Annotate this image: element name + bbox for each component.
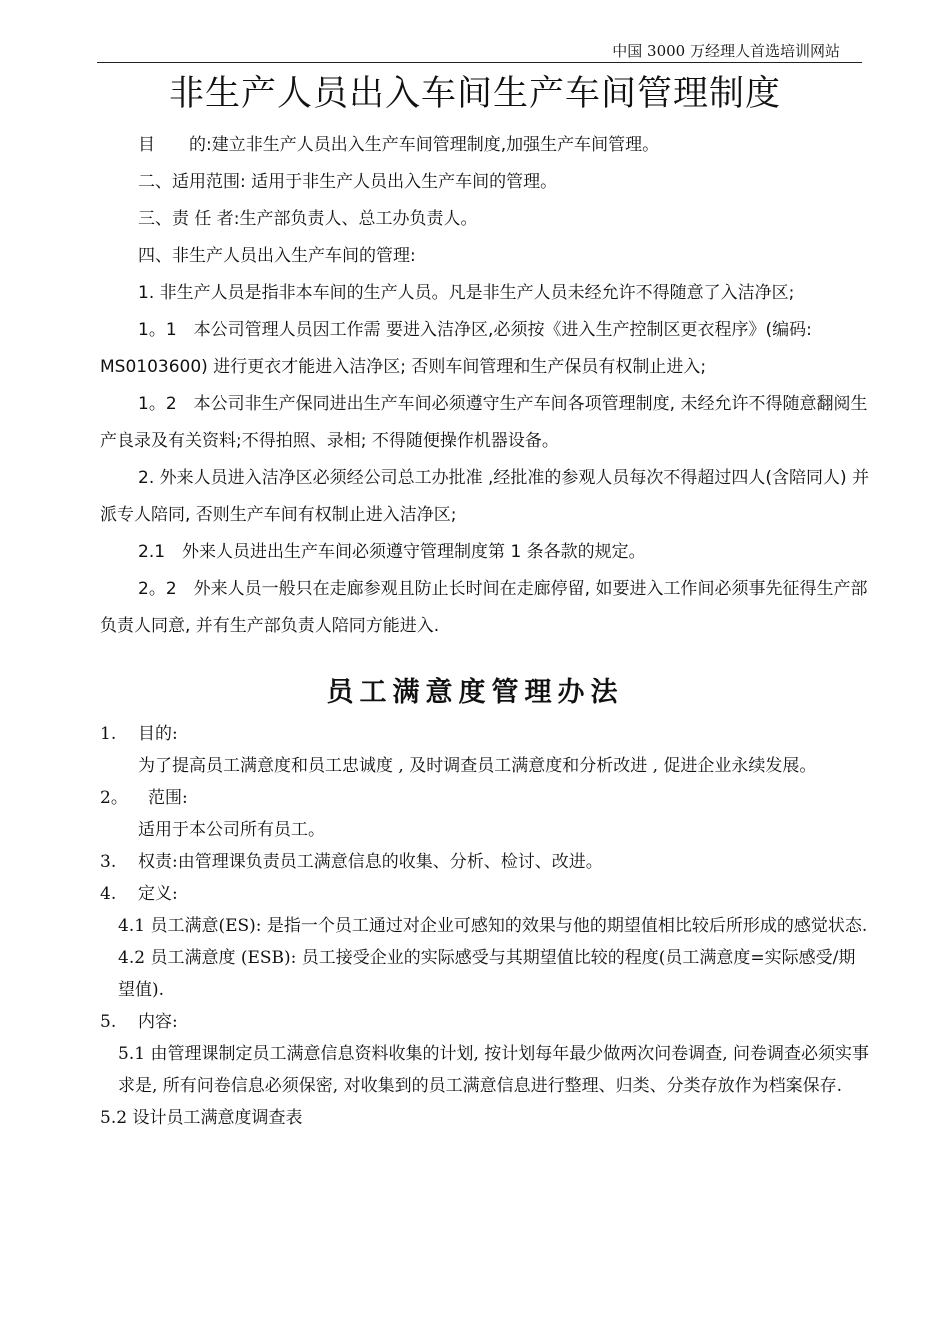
doc2-section-3-number: 3.	[100, 852, 117, 872]
doc2-section-4-heading	[100, 878, 870, 910]
doc2-section-1-label: 目的:	[138, 724, 178, 744]
doc1-body	[100, 127, 870, 645]
doc2-section-2-heading	[100, 782, 870, 814]
doc2-section-1-heading	[100, 718, 870, 750]
doc1-item-1: 1. 非生产人员是指非本车间的生产人员。凡是非生产人员未经允许不得随意了入洁净区;	[138, 283, 795, 303]
doc1-item-2-1: 2.1 外来人员进出生产车间必须遵守管理制度第 1 条各款的规定。	[138, 542, 646, 562]
doc2-section-4-number: 4.	[100, 884, 117, 904]
doc1-management-heading: 四、非生产人员出入生产车间的管理:	[138, 246, 416, 266]
doc1-purpose: 目 的:建立非生产人员出入生产车间管理制度,加强生产车间管理。	[138, 135, 660, 155]
header-site-text: 中国 3000 万经理人首选培训网站	[612, 42, 840, 60]
doc2-content-5-2: 5.2 设计员工满意度调查表	[100, 1108, 303, 1128]
doc1-title: 非生产人员出入车间生产车间管理制度	[168, 74, 781, 114]
doc1-item-2-2: 2。2 外来人员一般只在走廊参观且防止长时间在走廊停留, 如要进入工作间必须事先征得生产部负责人同意, 并有生产部负责人陪同方能进入.	[100, 579, 868, 636]
doc2-title: 员工满意度管理办法	[326, 677, 624, 708]
header-divider	[97, 62, 862, 63]
doc1-item-1-2: 1。2 本公司非生产保同进出生产车间必须遵守生产车间各项管理制度, 未经允许不得随意翻阅生产良录及有关资料;不得拍照、录相; 不得随便操作机器设备。	[100, 394, 868, 451]
doc1-responsible: 三、责 任 者:生产部负责人、总工办负责人。	[138, 209, 478, 229]
doc2-content-5-1: 5.1 由管理课制定员工满意信息资料收集的计划, 按计划每年最少做两次问卷调查, 问卷调查必须实事求是, 所有问卷信息必须保密, 对收集到的员工满意信息进行整理、归类、分类存放作为档案保存.	[118, 1044, 870, 1096]
doc2-section-3-label: 权责:由管理课负责员工满意信息的收集、分析、检讨、改进。	[138, 852, 603, 872]
doc2-section-1-body: 为了提高员工满意度和员工忠诚度 , 及时调查员工满意度和分析改进 , 促进企业永续发展。	[138, 756, 817, 776]
doc2-section-2-number: 2。	[100, 788, 128, 808]
doc2-section-5-number: 5.	[100, 1012, 117, 1032]
doc1-item-1-1: 1。1 本公司管理人员因工作需 要进入洁净区,必须按《进入生产控制区更衣程序》(编码: MS0103600) 进行更衣才能进入洁净区; 否则车间管理和生产保员有权制止进入;	[100, 320, 812, 377]
doc1-scope: 二、适用范围: 适用于非生产人员出入生产车间的管理。	[138, 172, 558, 192]
doc2-definition-4-1: 4.1 员工满意(ES): 是指一个员工通过对企业可感知的效果与他的期望值相比较后所形成的感觉状态.	[118, 916, 868, 936]
doc2-section-2-body: 适用于本公司所有员工。	[138, 820, 325, 840]
doc2-section-4-label: 定义:	[138, 884, 178, 904]
doc2-section-5-label: 内容:	[138, 1012, 178, 1032]
doc2-section-1-number: 1.	[100, 724, 117, 744]
doc2-section-2-label: 范围:	[148, 788, 188, 808]
doc1-item-2: 2. 外来人员进入洁净区必须经公司总工办批准 ,经批准的参观人员每次不得超过四人(含陪同人) 并派专人陪同, 否则生产车间有权制止进入洁净区;	[100, 468, 870, 525]
doc2-body	[100, 718, 870, 1134]
doc2-definition-4-2: 4.2 员工满意度 (ESB): 员工接受企业的实际感受与其期望值比较的程度(员工满意度=实际感受/期望值).	[118, 948, 856, 1000]
doc2-section-3-heading	[100, 846, 870, 878]
doc2-section-5-heading	[100, 1006, 870, 1038]
